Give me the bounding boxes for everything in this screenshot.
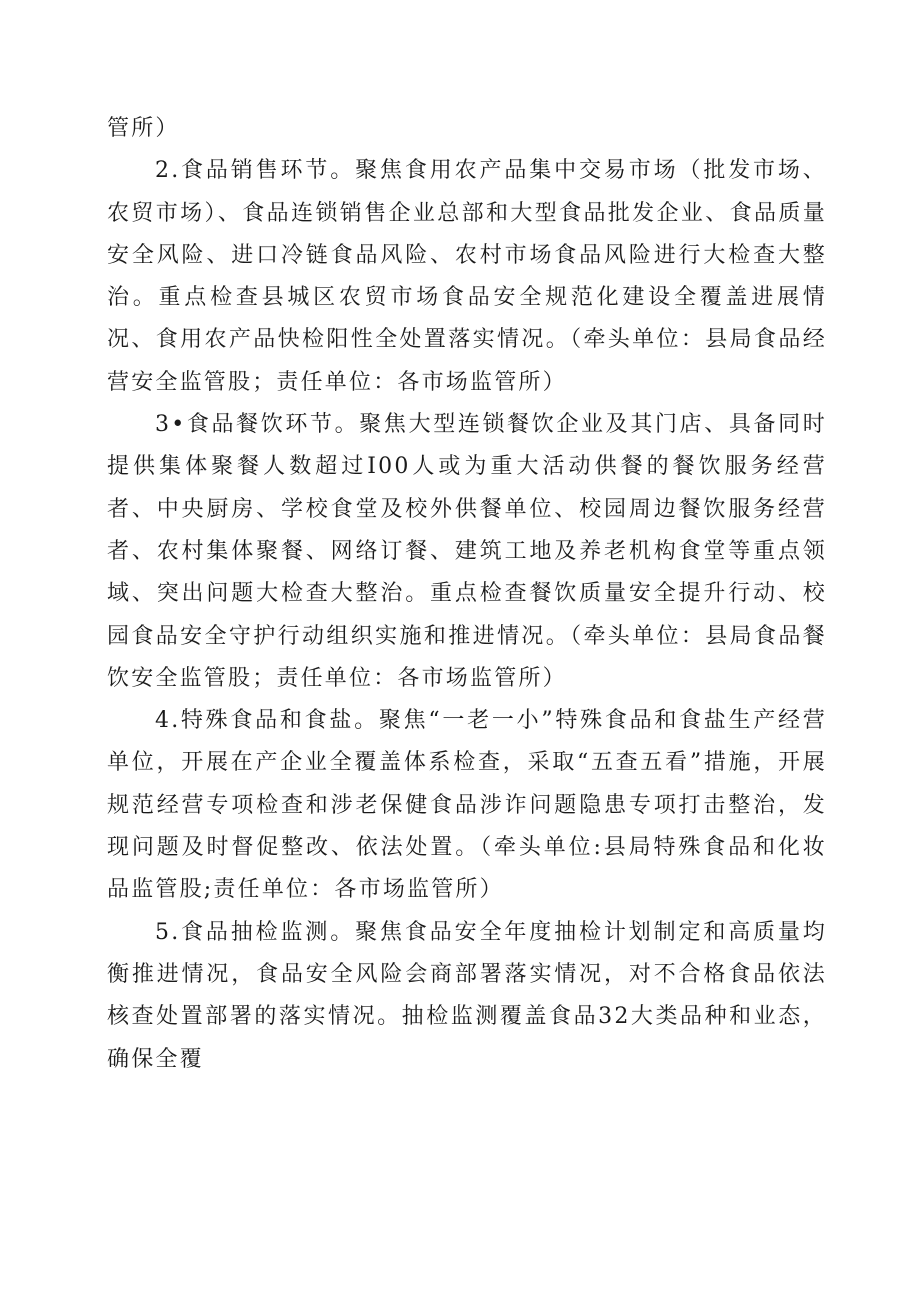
paragraph-food-sampling: 5.食品抽检监测。聚焦食品安全年度抽检计划制定和高质量均衡推进情况，食品安全风险会商部署落实情况，对不合格食品依法核查处置部署的落实情况。抽检监测覆盖食品32大类品种和业态，确保全覆	[107, 919, 827, 1072]
paragraph-food-catering: 3•食品餐饮环节。聚焦大型连锁餐饮企业及其门店、具备同时提供集体聚餐人数超过I00人或为重大活动供餐的餐饮服务经营者、中央厨房、学校食堂及校外供餐单位、校园周边餐饮服务经营者、农村集体聚餐、网络订餐、建筑工地及养老机构食堂等重点领域、突出问题大检查大整治。重点检查餐饮质量安全提升行动、校园食品安全守护行动组织实施和推进情况。（牵头单位：县局食品餐饮安全监管股；责任单位：各市场监管所）	[107, 412, 827, 691]
document-body	[107, 108, 827, 1081]
paragraph-special-food-salt: 4.特殊食品和食盐。聚焦“一老一小”特殊食品和食盐生产经营单位，开展在产企业全覆盖体系检查，采取“五查五看”措施，开展规范经营专项检查和涉老保健食品涉诈问题隐患专项打击整治，发现问题及时督促整改、依法处置。（牵头单位:县局特殊食品和化妆品监管股;责任单位：各市场监管所）	[107, 708, 827, 903]
paragraph-continuation: 管所）	[107, 116, 180, 141]
paragraph-food-sales: 2.食品销售环节。聚焦食用农产品集中交易市场（批发市场、农贸市场）、食品连锁销售企业总部和大型食品批发企业、食品质量安全风险、进口冷链食品风险、农村市场食品风险进行大检查大整治。重点检查县城区农贸市场食品安全规范化建设全覆盖进展情况、食用农产品快检阳性全处置落实情况。（牵头单位：县局食品经营安全监管股；责任单位：各市场监管所）	[107, 158, 827, 395]
